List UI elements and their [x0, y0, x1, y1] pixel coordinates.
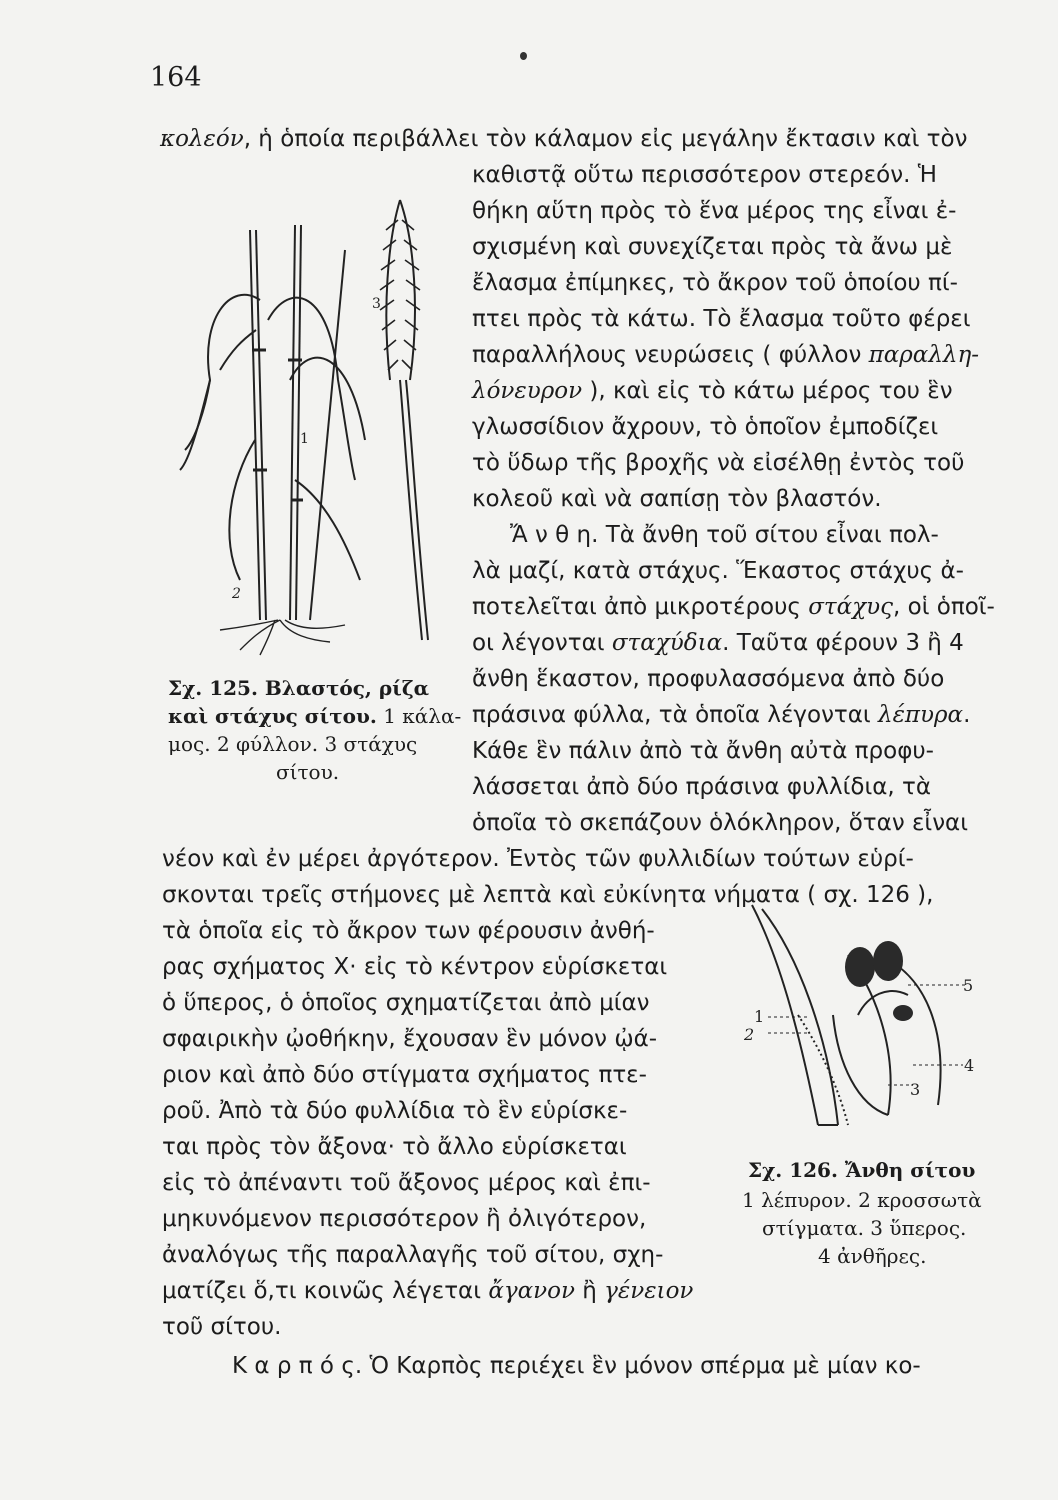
p2-line-16: ριον καὶ ἀπὸ δύο στίγματα σχήματος πτε- — [162, 1062, 647, 1088]
p2-line-10: νέον καὶ ἐν μέρει ἀργότερον. Ἐντὸς τῶν φυλλιδίων τούτων εὑρί- — [162, 846, 914, 872]
p2-line-23: τοῦ σίτου. — [162, 1314, 282, 1340]
page-number: 164 — [150, 62, 202, 93]
fig126-label-4: 4 — [964, 1056, 975, 1075]
figure-126-wheat-flowers — [738, 895, 988, 1155]
figure-125-wheat-plant — [160, 180, 460, 660]
fig125-label-2: 2 — [232, 586, 241, 602]
p1-line-6: πτει πρὸς τὰ κάτω. Τὸ ἔλασμα τοῦτο φέρει — [472, 306, 971, 332]
p2-line-22: ματίζει ὅ,τι κοινῶς λέγεται ἄγανον ἢ γένειον — [162, 1278, 694, 1304]
figure-125-caption-1: Σχ. 125. Βλαστός, ρίζα — [168, 676, 430, 700]
fig125-label-3: 3 — [372, 296, 381, 312]
fig126-label-3: 3 — [910, 1080, 921, 1099]
p1-line-2: καθιστᾷ οὕτω περισσότερον στερεόν. Ἡ — [472, 162, 937, 188]
p2-line-14: ὁ ὕπερος, ὁ ὁποῖος σχηματίζεται ἀπὸ μίαν — [162, 990, 650, 1016]
p2-line-15: σφαιρικὴν ᾠοθήκην, ἔχουσαν ἓν μόνον ᾠά- — [162, 1026, 658, 1052]
ink-dot — [520, 52, 527, 60]
figure-126-caption-1: Σχ. 126. Ἄνθη σίτου — [748, 1158, 976, 1182]
p2-line-4: οι λέγονται σταχύδια. Ταῦτα φέρουν 3 ἢ 4 — [472, 630, 964, 656]
p2-line-2: λὰ μαζί, κατὰ στάχυς. Ἕκαστος στάχυς ἀ- — [472, 558, 964, 584]
term-koleon: κολεόν — [160, 126, 244, 152]
figure-125-caption-4: σίτου. — [276, 760, 340, 784]
figure-126-caption-3: στίγματα. 3 ὕπερος. — [762, 1216, 967, 1240]
p1-line-1: κολεόν, ἡ ὁποία περιβάλλει τὸν κάλαμον εἰς μεγάλην ἔκτασιν καὶ τὸν — [160, 126, 968, 152]
p1-line-11: κολεοῦ καὶ νὰ σαπίσῃ τὸν βλαστόν. — [472, 486, 882, 512]
figure-125-caption-2: καὶ στάχυς σίτου. 1 κάλα- — [168, 704, 462, 728]
fig126-label-5: 5 — [963, 976, 974, 995]
p1-line-4: σχισμένη καὶ συνεχίζεται πρὸς τὰ ἄνω μὲ — [472, 234, 953, 260]
p2-line-1: Ἄ ν θ η. Τὰ ἄνθη τοῦ σίτου εἶναι πολ- — [510, 522, 939, 548]
p2-line-7: Κάθε ἓν πάλιν ἀπὸ τὰ ἄνθη αὐτὰ προφυ- — [472, 738, 934, 764]
p1-line-8: λόνευρον ), καὶ εἰς τὸ κάτω μέρος του ἓν — [472, 378, 953, 404]
p2-line-8: λάσσεται ἀπὸ δύο πράσινα φυλλίδια, τὰ — [472, 774, 932, 800]
fig126-label-1: 1 — [754, 1007, 765, 1026]
figure-126-caption-4: 4 ἀνθῆρες. — [818, 1244, 927, 1268]
p1-line-5: ἔλασμα ἐπίμηκες, τὸ ἄκρον τοῦ ὁποίου πί- — [472, 270, 958, 296]
p2-line-5: ἄνθη ἕκαστον, προφυλασσόμενα ἀπὸ δύο — [472, 666, 945, 692]
figure-125-caption-3: μος. 2 φύλλον. 3 στάχυς — [168, 732, 418, 756]
fig126-label-2: 2 — [744, 1025, 755, 1044]
figure-126-caption-2: 1 λέπυρον. 2 κροσσωτὰ — [742, 1188, 982, 1212]
p2-line-3: ποτελεῖται ἀπὸ μικροτέρους στάχυς, οἱ ὁποῖ- — [472, 594, 995, 620]
heading-karpos: Κ α ρ π ό ς. — [232, 1353, 363, 1379]
heading-anthi: Ἄ ν θ η. — [510, 522, 599, 548]
p1-line-9: γλωσσίδιον ἄχρουν, τὸ ὁποῖον ἐμποδίζει — [472, 414, 939, 440]
p2-line-18: ται πρὸς τὸν ἄξονα· τὸ ἄλλο εὑρίσκεται — [162, 1134, 627, 1160]
p2-line-20: μηκυνόμενον περισσότερον ἢ ὀλιγότερον, — [162, 1206, 647, 1232]
p3-line-1: Κ α ρ π ό ς. Ὁ Καρπὸς περιέχει ἓν μόνον σπέρμα μὲ μίαν κο- — [232, 1353, 921, 1379]
p2-line-21: ἀναλόγως τῆς παραλλαγῆς τοῦ σίτου, σχη- — [162, 1242, 664, 1268]
p1-line-10: τὸ ὕδωρ τῆς βροχῆς νὰ εἰσέλθῃ ἐντὸς τοῦ — [472, 450, 965, 476]
p2-line-12: τὰ ὁποῖα εἰς τὸ ἄκρον των φέρουσιν ἀνθή- — [162, 918, 655, 944]
p1-line-7: παραλλήλους νευρώσεις ( φύλλον παραλλη- — [472, 342, 980, 368]
p2-line-9: ὁποῖα τὸ σκεπάζουν ὁλόκληρον, ὅταν εἶναι — [472, 810, 968, 836]
p2-line-11: σκονται τρεῖς στήμονες μὲ λεπτὰ καὶ εὐκίνητα νήματα ( σχ. 126 ), — [162, 882, 934, 908]
fig125-label-1: 1 — [300, 431, 309, 447]
p2-line-13: ρας σχήματος Χ· εἰς τὸ κέντρον εὑρίσκεται — [162, 954, 668, 980]
p2-line-17: ροῦ. Ἀπὸ τὰ δύο φυλλίδια τὸ ἓν εὑρίσκε- — [162, 1098, 628, 1124]
p2-line-6: πράσινα φύλλα, τὰ ὁποῖα λέγονται λέπυρα. — [472, 702, 971, 728]
p1-line-3: θήκη αὕτη πρὸς τὸ ἕνα μέρος της εἶναι ἐ- — [472, 198, 957, 224]
p2-line-19: εἰς τὸ ἀπέναντι τοῦ ἄξονος μέρος καὶ ἐπι- — [162, 1170, 651, 1196]
